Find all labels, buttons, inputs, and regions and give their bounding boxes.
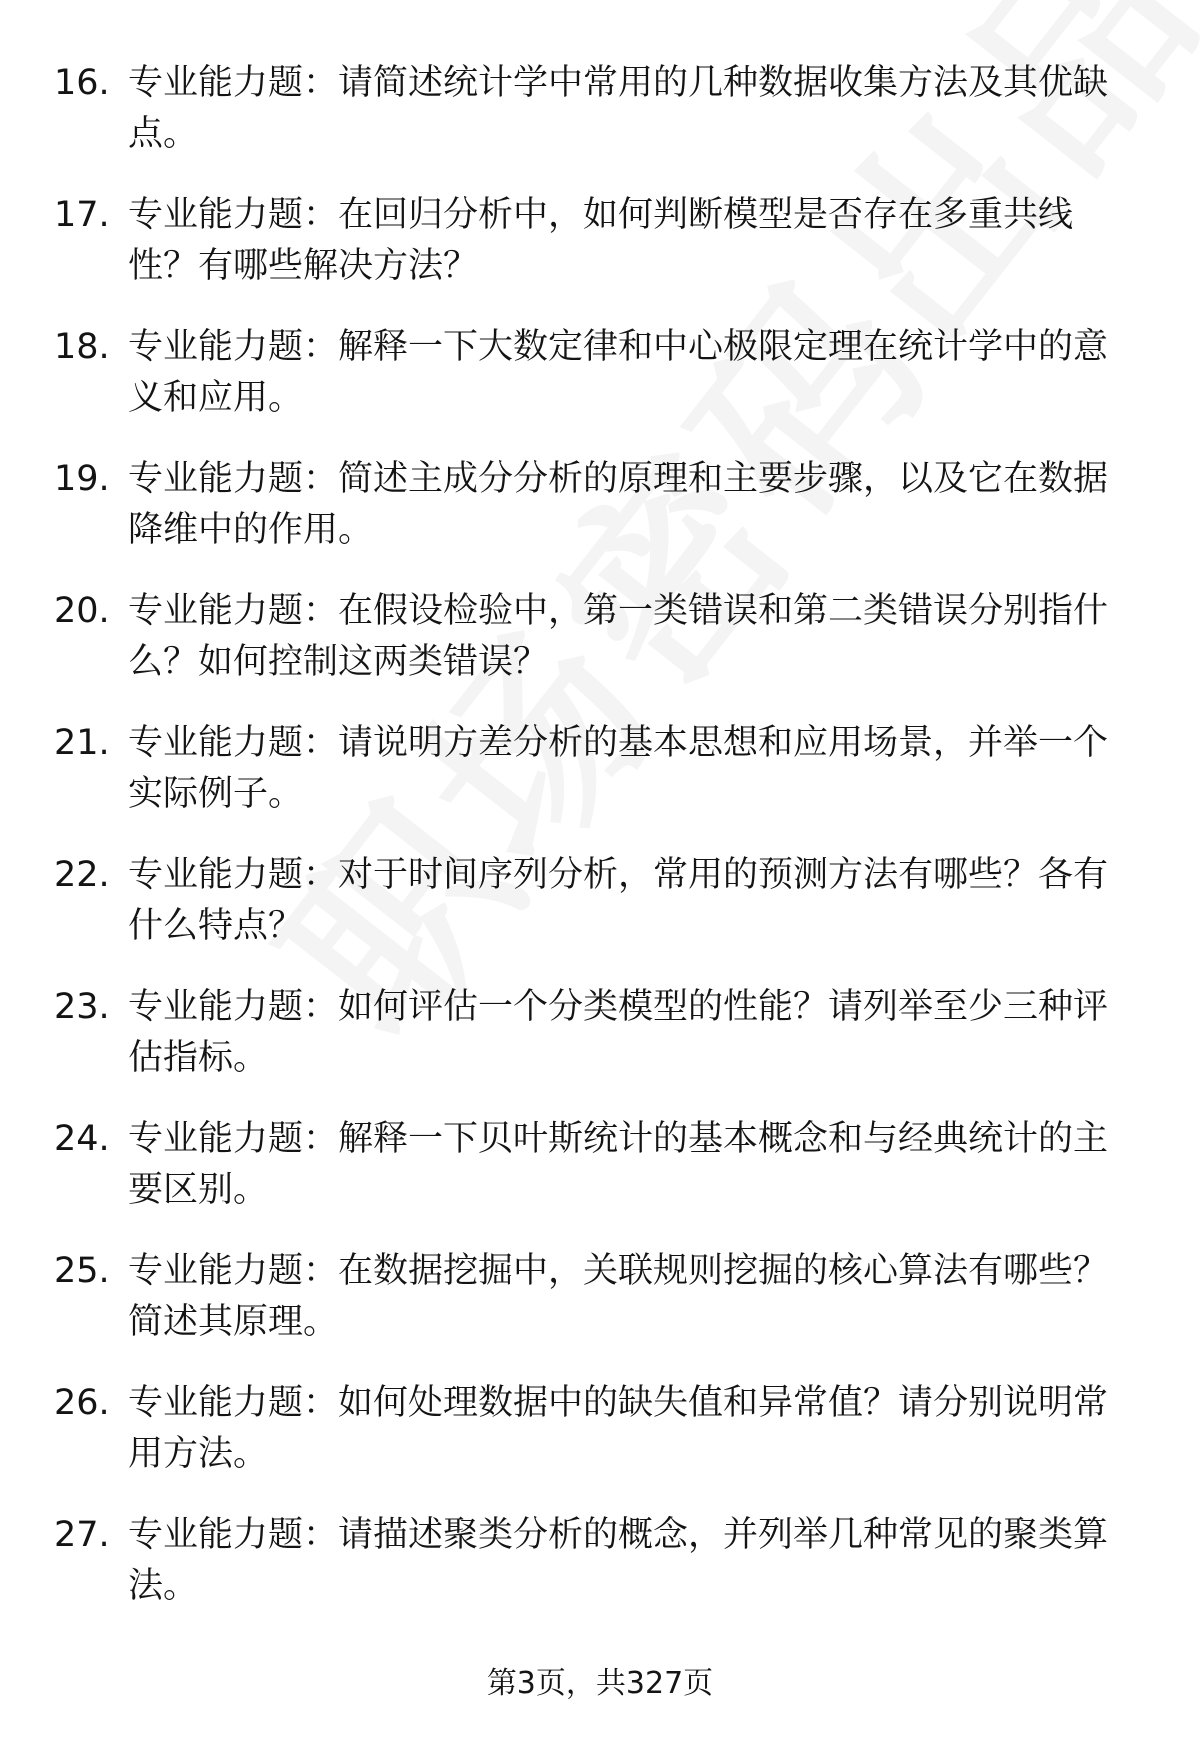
question-text: 专业能力题：如何处理数据中的缺失值和异常值？请分别说明常用方法。 [128, 1383, 1109, 1474]
question-item [0, 190, 1200, 322]
question-text: 专业能力题：对于时间序列分析，常用的预测方法有哪些？各有什么特点？ [128, 855, 1109, 946]
question-number: 21. [54, 723, 110, 763]
question-text: 专业能力题：请说明方差分析的基本思想和应用场景，并举一个实际例子。 [128, 723, 1109, 814]
question-item [0, 322, 1200, 454]
question-number: 17. [54, 195, 110, 235]
question-item [0, 1510, 1200, 1642]
question-number: 22. [54, 855, 110, 895]
question-item [0, 982, 1200, 1114]
question-number: 25. [54, 1251, 110, 1291]
page-footer [0, 1664, 1200, 1704]
question-number: 18. [54, 327, 110, 367]
question-item [0, 1246, 1200, 1378]
question-item [0, 850, 1200, 982]
question-item [0, 58, 1200, 190]
question-item [0, 586, 1200, 718]
question-text: 专业能力题：如何评估一个分类模型的性能？请列举至少三种评估指标。 [128, 987, 1109, 1078]
question-list [0, 58, 1200, 1642]
page-number-label: 第3页，共327页 [486, 1666, 714, 1701]
question-number: 19. [54, 459, 110, 499]
question-number: 16. [54, 63, 110, 103]
question-text: 专业能力题：简述主成分分析的原理和主要步骤，以及它在数据降维中的作用。 [128, 459, 1109, 550]
question-item [0, 718, 1200, 850]
question-text: 专业能力题：在假设检验中，第一类错误和第二类错误分别指什么？如何控制这两类错误？ [128, 591, 1109, 682]
question-number: 20. [54, 591, 110, 631]
question-item [0, 1378, 1200, 1510]
question-number: 27. [54, 1515, 110, 1555]
question-text: 专业能力题：请描述聚类分析的概念，并列举几种常见的聚类算法。 [128, 1515, 1109, 1606]
question-text: 专业能力题：解释一下大数定律和中心极限定理在统计学中的意义和应用。 [128, 327, 1109, 418]
question-text: 专业能力题：在数据挖掘中，关联规则挖掘的核心算法有哪些？简述其原理。 [128, 1251, 1109, 1342]
question-item [0, 1114, 1200, 1246]
question-number: 26. [54, 1383, 110, 1423]
question-text: 专业能力题：请简述统计学中常用的几种数据收集方法及其优缺点。 [128, 63, 1109, 154]
question-item [0, 454, 1200, 586]
question-text: 专业能力题：在回归分析中，如何判断模型是否存在多重共线性？有哪些解决方法？ [128, 195, 1074, 286]
question-number: 23. [54, 987, 110, 1027]
question-text: 专业能力题：解释一下贝叶斯统计的基本概念和与经典统计的主要区别。 [128, 1119, 1109, 1210]
question-number: 24. [54, 1119, 110, 1159]
